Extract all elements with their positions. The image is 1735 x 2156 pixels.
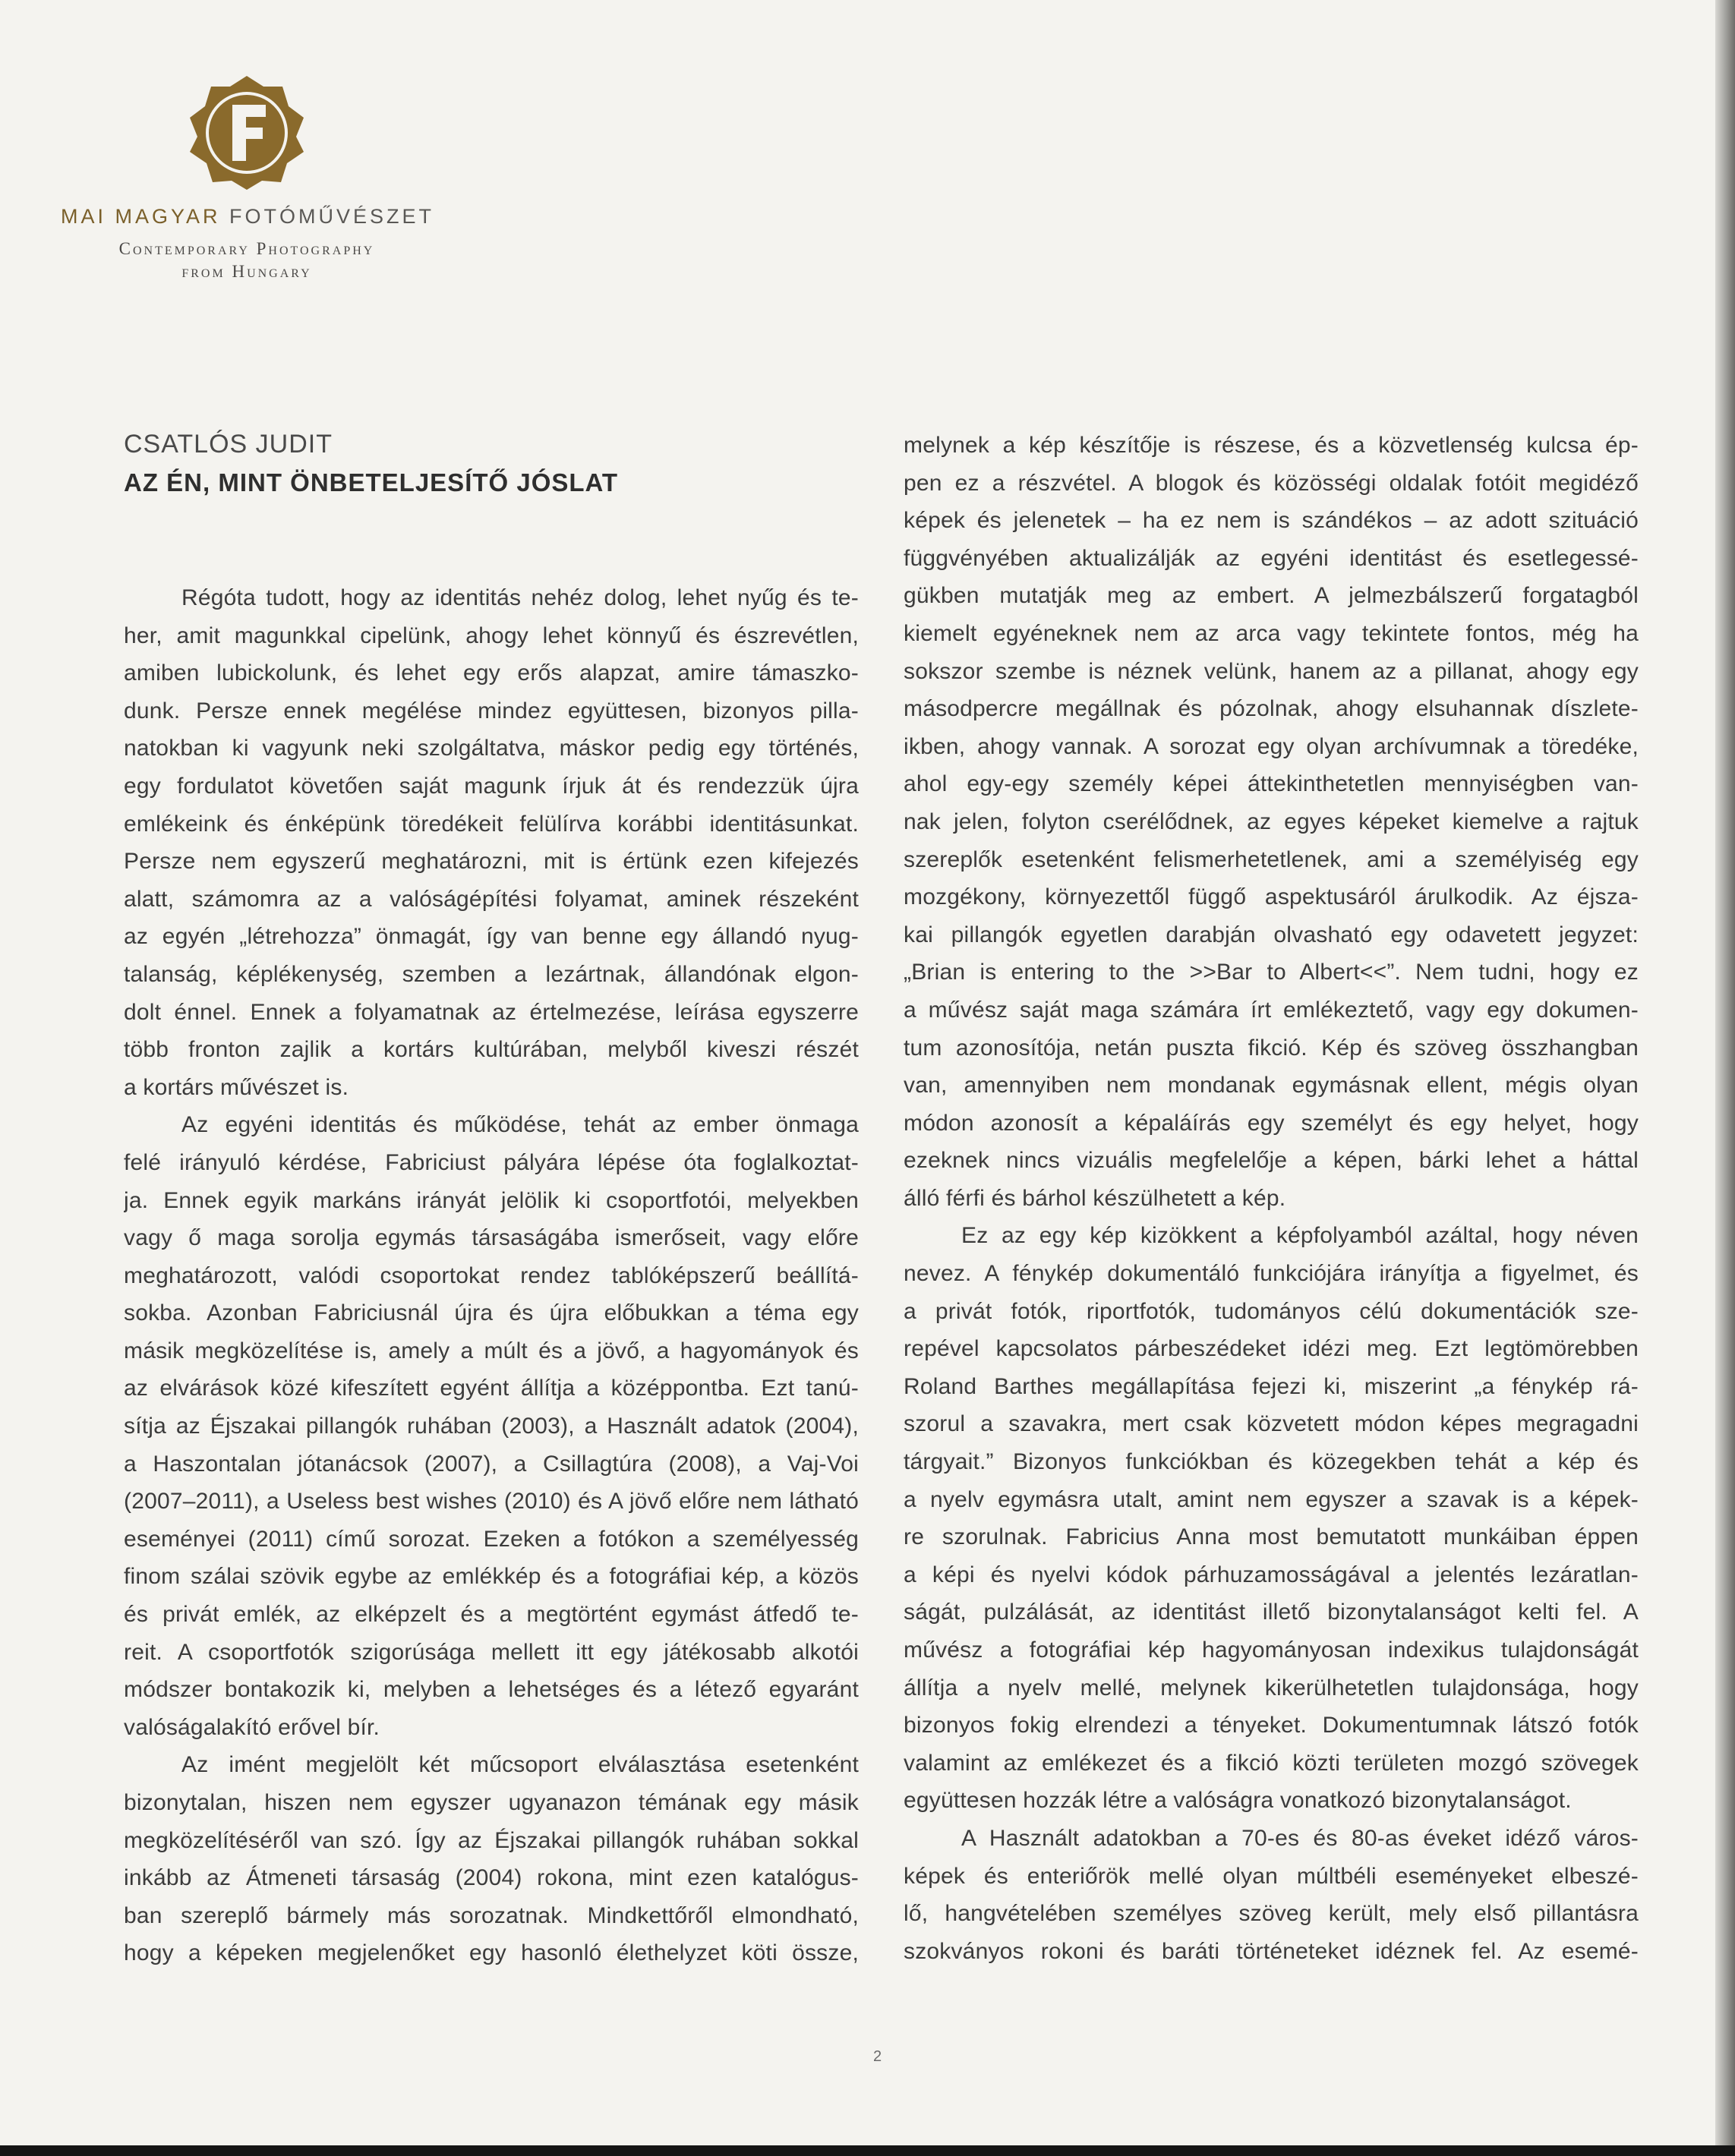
text-line: nevez. A fénykép dokumentáló funkciójára irányítja a figyelmet, és [904, 1261, 1639, 1287]
text-line: a Haszontalan jótanácsok (2007), a Csillagtúra (2008), a Vaj-Voi [124, 1451, 859, 1477]
text-line: szereplők esetenként felismerhetetlenek, ami a személyiség egy [904, 846, 1639, 872]
text-line: képek és jelenetek – ha ez nem is szándékos – az adott szituáció [904, 508, 1639, 534]
text-line: kiemelt egyéneknek nem az arca vagy tekintete fontos, még ha [904, 620, 1639, 646]
text-line: a nyelv egymásra utalt, amint nem egyszer a szavak is a képek- [904, 1486, 1639, 1512]
text-line: függvényében aktualizálják az egyéni identitást és esetlegessé- [904, 545, 1639, 571]
text-line: valóságalakító erővel bír. [124, 1714, 380, 1740]
text-line: a kortárs művészet is. [124, 1074, 349, 1100]
text-line: álló férfi és bárhol készülhetett a kép. [904, 1185, 1286, 1211]
text-line: amiben lubickolunk, és lehet egy erős alapzat, amire támaszko- [124, 660, 859, 686]
text-line: gükben mutatják meg az embert. A jelmezbálszerű forgatagból [904, 583, 1639, 609]
text-line: képek és enteriőrök mellé olyan múltbéli eseményeket elbeszé- [904, 1863, 1639, 1889]
text-line: szorul a szavakra, mert csak közvetett módon képes megragadni [904, 1411, 1639, 1437]
text-line: finom szálai szövik egybe az emlékkép és a fotográfiai kép, a közös [124, 1564, 859, 1590]
text-line: egy fordulatot követően saját magunk írjuk át és rendezzük újra [124, 773, 859, 799]
right-text-column [904, 427, 1639, 1970]
text-line: állítja a nyelv mellé, melynek kikerülhetetlen tulajdonsága, hogy [904, 1675, 1639, 1701]
text-line: ahol egy-egy személy képei áttekinthetetlen mennyiségben van- [904, 771, 1639, 797]
page-edge [1715, 0, 1735, 2156]
text-line: sokszor szembe is néznek velünk, hanem az a pillanat, ahogy egy [904, 658, 1639, 684]
text-line: natokban ki vagyunk neki szolgáltatva, máskor pedig egy történés, [124, 736, 859, 761]
text-line: A Használt adatokban a 70-es és 80-as éveket idéző város- [961, 1825, 1639, 1851]
text-line: meghatározott, valódi csoportokat rendez tablóképszerű beállítá- [124, 1262, 859, 1288]
text-line: együttesen hozzák létre a valóságra vonatkozó bizonytalanságot. [904, 1788, 1572, 1814]
left-text-column [124, 579, 859, 1972]
text-line: művész a fotográfiai kép hagyományosan indexikus tulajdonságát [904, 1637, 1639, 1663]
text-line: Régóta tudott, hogy az identitás nehéz dolog, lehet nyűg és te- [181, 585, 859, 610]
text-line: felé irányuló kérdése, Fabriciust pályára lépése óta foglalkoztat- [124, 1149, 859, 1175]
text-line: módon azonosít a képaláírás egy személyt és egy helyet, hogy [904, 1110, 1639, 1136]
text-line: Az imént megjelölt két műcsoport elválasztása esetenként [181, 1752, 859, 1778]
text-line: ságát, pulzálását, az identitást illető bizonytalanságot kelti fel. A [904, 1600, 1639, 1625]
text-line: lő, hangvételében személyes szöveg került, mely első pillantásra [904, 1901, 1639, 1927]
text-line: kai pillangók egyetlen darabján olvasható egy odavetett jegyzet: [904, 922, 1639, 947]
f-logo-icon [190, 76, 304, 190]
text-line: alatt, számomra az a valóságépítési folyamat, aminek részeként [124, 886, 859, 912]
text-line: Az egyéni identitás és működése, tehát az ember önmaga [181, 1112, 859, 1138]
text-line: reit. A csoportfotók szigorúsága mellett itt egy játékosabb alkotói [124, 1639, 859, 1665]
text-line: sokba. Azonban Fabriciusnál újra és újra előbukkan a téma egy [124, 1300, 859, 1326]
text-line: emlékeink és énképünk töredékeit felülírva korábbi identitásunkat. [124, 811, 859, 837]
text-line: a művész saját maga számára írt emlékeztető, vagy egy dokumen- [904, 997, 1639, 1023]
text-line: vagy ő maga sorolja egymás társaságába ismerőseit, vagy előre [124, 1225, 859, 1251]
brand-name-en-line2: from Hungary [181, 262, 312, 281]
brand-block [61, 205, 433, 283]
text-line: Roland Barthes megállapítása fejezi ki, miszerint „a fénykép rá- [904, 1373, 1639, 1399]
text-line: hogy a képeken megjelenőket egy hasonló élethelyzet köti össze, [124, 1940, 859, 1966]
text-line: az egyén „létrehozza” önmagát, így van benne egy állandó nyug- [124, 924, 859, 950]
text-line: megközelítéséről van szó. Így az Éjszakai pillangók ruhában sokkal [124, 1827, 859, 1853]
text-line: szokványos rokoni és baráti történeteket idéznek fel. Az esemé- [904, 1938, 1639, 1964]
text-line: „Brian is entering to the >>Bar to Albert<<”. Nem tudni, hogy ez [904, 960, 1639, 985]
article-title: AZ ÉN, MINT ÖNBETELJESÍTŐ JÓSLAT [124, 468, 619, 496]
text-line: (2007–2011), a Useless best wishes (2010) és A jövő előre nem látható [124, 1489, 859, 1515]
text-line: mozgékony, környezettől függő aspektusáról árulkodik. Az éjsza- [904, 884, 1639, 910]
text-line: Ez az egy kép kizökkent a képfolyamból azáltal, hogy néven [961, 1223, 1639, 1249]
text-line: módszer bontakozik ki, melyben a lehetséges és a létező egyaránt [124, 1677, 859, 1703]
text-line: valamint az emlékezet és a fikció közti területen mozgó szövegek [904, 1750, 1639, 1776]
text-line: van, amennyiben nem mondanak egymásnak ellent, mégis olyan [904, 1073, 1639, 1098]
text-line: a képi és nyelvi kódok párhuzamosságával a jelentés lezáratlan- [904, 1562, 1639, 1587]
text-line: dunk. Persze ennek megélése mindez együttesen, bizonyos pilla- [124, 698, 859, 723]
text-line: tum azonosítója, netán puszta fikció. Kép és szöveg összhangban [904, 1035, 1639, 1061]
text-line: sítja az Éjszakai pillangók ruhában (2003), a Használt adatok (2004), [124, 1414, 859, 1439]
text-line: bizonyos fokig elrendezi a tényeket. Dokumentumnak látszó fotók [904, 1713, 1639, 1738]
text-line: inkább az Átmeneti társaság (2004) rokona, mint ezen katalógus- [124, 1865, 859, 1891]
text-line: repével kapcsolatos párbeszédeket idézi meg. Ezt legtömörebben [904, 1336, 1639, 1362]
text-line: ezeknek nincs vizuális megfelelője a képen, bárki lehet a háttal [904, 1148, 1639, 1174]
page-number: 2 [873, 2048, 882, 2065]
brand-name-prefix: MAI MAGYAR [61, 205, 221, 228]
text-line: her, amit magunkkal cipelünk, ahogy lehet könnyű és észrevétlen, [124, 623, 859, 648]
text-line: ja. Ennek egyik markáns irányát jelölik ki csoportfotói, melyekben [124, 1187, 859, 1213]
text-line: több fronton zajlik a kortárs kultúrában, melyből kiveszi részét [124, 1037, 859, 1063]
text-line: ikben, ahogy vannak. A sorozat egy olyan archívumnak a töredéke, [904, 733, 1639, 759]
brand-name-en [61, 238, 433, 283]
text-line: melynek a kép készítője is részese, és a közvetlenség kulcsa ép- [904, 433, 1639, 458]
article-author: CSATLÓS JUDIT [124, 430, 333, 459]
brand-name-rest: FOTÓMŰVÉSZET [229, 205, 435, 228]
text-line: ban szereplő bármely más sorozatnak. Mindkettőről elmondható, [124, 1902, 859, 1928]
text-line: nak jelen, folyton cserélődnek, az egyes képeket kiemelve a rajtuk [904, 808, 1639, 834]
text-line: az elvárások közé kifeszített egyént állítja a középpontba. Ezt tanú- [124, 1376, 859, 1401]
scan-bottom-edge [0, 2145, 1735, 2156]
text-line: re szorulnak. Fabricius Anna most bemutatott munkáiban éppen [904, 1524, 1639, 1550]
text-line: Persze nem egyszerű meghatározni, mit is értünk ezen kifejezés [124, 849, 859, 875]
text-line: talanság, képlékenység, szemben a lezártnak, állandónak elgon- [124, 961, 859, 987]
brand-name-en-line1: Contemporary Photography [118, 239, 375, 258]
text-line: bizonytalan, hiszen nem egyszer ugyanazon témának egy másik [124, 1790, 859, 1815]
text-line: eseményei (2011) című sorozat. Ezeken a fotókon a személyesség [124, 1526, 859, 1552]
text-line: és privát emlék, az elképzelt és a megtörtént egymást átfedő te- [124, 1602, 859, 1628]
text-line: a privát fotók, riportfotók, tudományos célú dokumentációk sze- [904, 1298, 1639, 1324]
text-line: másik megközelítése is, amely a múlt és a jövő, a hagyományok és [124, 1338, 859, 1363]
text-line: dolt énnel. Ennek a folyamatnak az értelmezése, leírása egyszerre [124, 999, 859, 1025]
text-line: másodpercre megállnak és pózolnak, ahogy elsuhannak díszlete- [904, 696, 1639, 722]
text-line: pen ez a részvétel. A blogok és közösségi oldalak fotóit megidéző [904, 470, 1639, 496]
brand-name-hu [61, 205, 433, 229]
text-line: tárgyait.” Bizonyos funkciókban és közegekben tehát a kép és [904, 1449, 1639, 1475]
